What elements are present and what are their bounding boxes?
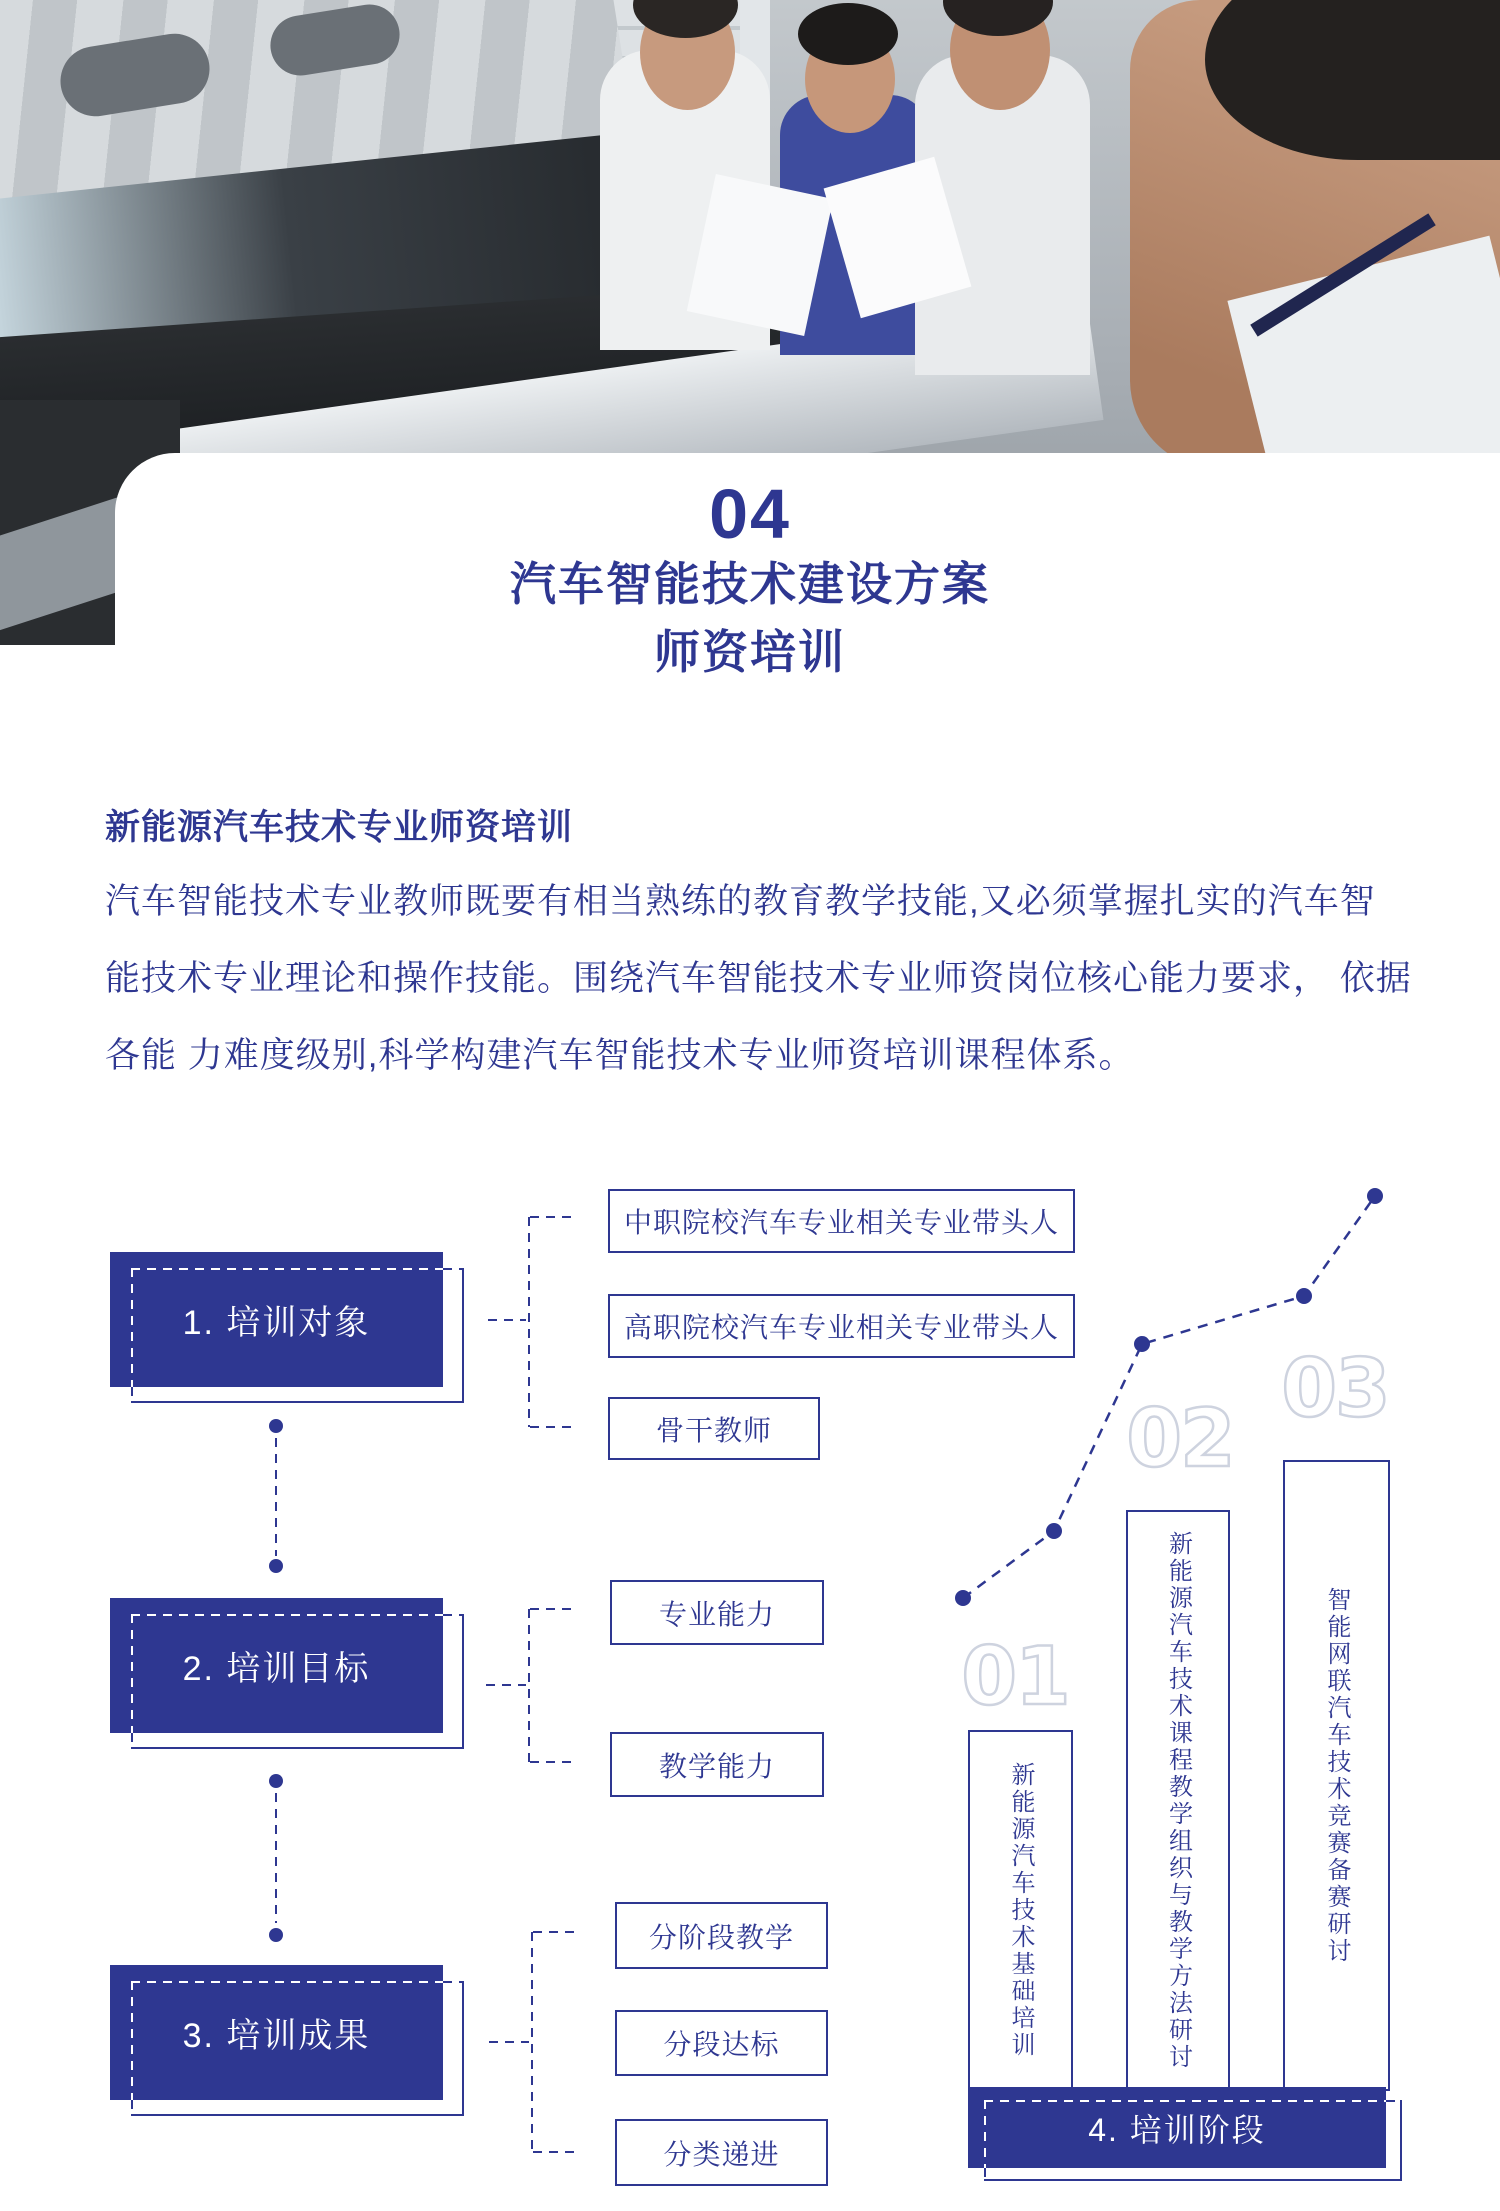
item-label: 分类递进	[663, 2138, 780, 2170]
link-dot	[269, 1774, 283, 1788]
connector-group2-top	[530, 1608, 572, 1610]
connector-group3-mid	[489, 2041, 529, 2043]
group3-box	[110, 1965, 443, 2100]
page-title-line1: 汽车智能技术建设方案	[510, 558, 990, 610]
item-label: 高职院校汽车专业相关专业带头人	[623, 1312, 1059, 1343]
stage-bar-3-text: 智能网联汽车技术竞赛备赛研讨	[1323, 1586, 1350, 1965]
stage-bar-2-text: 新能源汽车技术课程教学组织与教学方法研讨	[1164, 1530, 1192, 2071]
link-dot	[269, 1928, 283, 1942]
page-title-line2: 师资培训	[654, 626, 846, 678]
group2-label: 2. 培训目标	[182, 1650, 371, 1688]
item-label: 专业能力	[658, 1598, 775, 1630]
stage-bar-1	[968, 1730, 1073, 2091]
group-training-targets	[110, 1252, 590, 1422]
connector-group2-mid	[486, 1684, 526, 1686]
item-label: 分阶段教学	[648, 1921, 794, 1953]
item-classified-progression	[615, 2119, 828, 2186]
connector-group1-top	[530, 1216, 572, 1218]
item-segment-standards	[615, 2010, 828, 2076]
group-training-stages	[968, 2087, 1418, 2197]
connector-group1-mid	[488, 1319, 526, 1321]
connector-group2-bottom	[530, 1761, 572, 1763]
section-number: 04	[709, 475, 791, 553]
connector-group3-vertical	[531, 1932, 533, 2152]
stage-bar-3	[1283, 1460, 1390, 2091]
link-dashes-2-3	[275, 1793, 277, 1923]
item-label: 教学能力	[658, 1750, 775, 1782]
group4-label: 4. 培训阶段	[1088, 2111, 1266, 2148]
stage-bar-1-text: 新能源汽车技术基础培训	[1007, 1762, 1034, 2059]
item-backbone-teachers	[608, 1397, 820, 1460]
stage-number-03: 03	[1281, 1342, 1389, 1435]
item-professional-ability	[610, 1580, 824, 1645]
connector-group1-vertical	[528, 1217, 530, 1427]
item-staged-teaching	[615, 1902, 828, 1969]
group2-box	[110, 1598, 443, 1733]
connector-group1-bottom	[530, 1426, 572, 1428]
link-dot	[269, 1559, 283, 1573]
stage-bar-2	[1126, 1510, 1230, 2091]
item-label: 中职院校汽车专业相关专业带头人	[623, 1207, 1059, 1238]
item-label: 分段达标	[663, 2029, 780, 2060]
stage-number-02: 02	[1126, 1392, 1234, 1485]
connector-group3-bottom	[533, 2151, 575, 2153]
intro-line-3: 各能 力难度级别,科学构建汽车智能技术专业师资培训课程体系。	[105, 1036, 1135, 1075]
group1-box	[110, 1252, 443, 1387]
connector-group3-top	[533, 1931, 575, 1933]
stage-number-01: 01	[961, 1630, 1069, 1723]
group-training-results	[110, 1965, 590, 2135]
intro-heading: 新能源汽车技术专业师资培训	[105, 808, 574, 847]
link-dot	[269, 1419, 283, 1433]
intro-line-1: 汽车智能技术专业教师既要有相当熟练的教育教学技能,又必须掌握扎实的汽车智	[105, 882, 1376, 921]
item-label: 骨干教师	[655, 1414, 772, 1446]
group-training-goals	[110, 1598, 590, 1768]
item-teaching-ability	[610, 1732, 824, 1797]
group4-box	[968, 2087, 1386, 2168]
link-dashes-1-2	[275, 1438, 277, 1556]
connector-group2-vertical	[528, 1609, 530, 1762]
group3-label: 3. 培训成果	[182, 2017, 371, 2055]
intro-line-2: 能技术专业理论和操作技能。围绕汽车智能技术专业师资岗位核心能力要求， 依据	[105, 959, 1412, 998]
group1-label: 1. 培训对象	[182, 1304, 371, 1342]
photo-person-hair	[798, 3, 898, 65]
